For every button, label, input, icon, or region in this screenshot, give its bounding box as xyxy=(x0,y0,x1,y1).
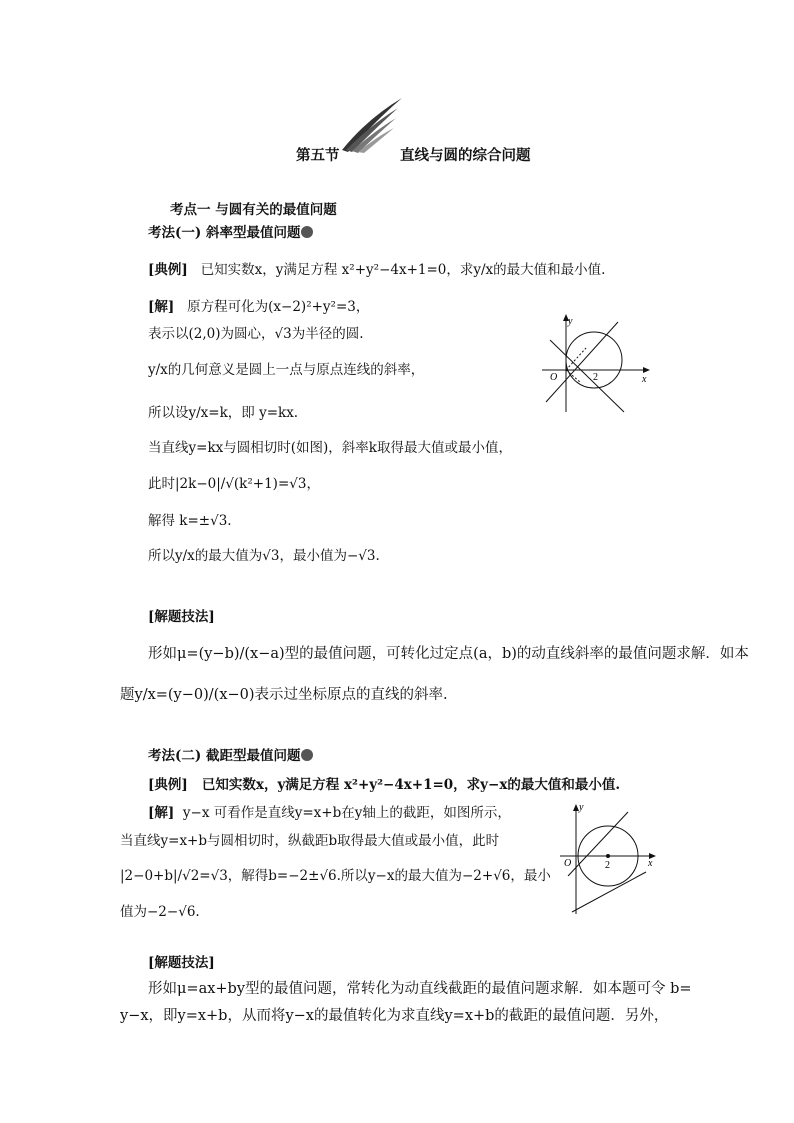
method1-technique-label: [解题技法] xyxy=(148,609,215,625)
method1-technique-line-2: 题y/x=(y−0)/(x−0)表示过坐标原点的直线的斜率. xyxy=(120,687,448,703)
bullet-dot-icon xyxy=(301,749,313,761)
method1-title: 考法(一) 斜率型最值问题 xyxy=(148,221,313,241)
section-title: 直线与圆的综合问题 xyxy=(400,147,531,164)
method1-technique-line-1: 形如μ=(y−b)/(x−a)型的最值问题，可转化过定点(a，b)的动直线斜率的最值问题求解．如本 xyxy=(148,646,749,662)
fig2-origin: O xyxy=(564,858,572,869)
fig1-center-label: 2 xyxy=(593,372,598,383)
method2-solution-line-3: |2−0+b|/√2=√3，解得b=−2±√6.所以y−x的最大值为−2+√6，最小 xyxy=(120,868,551,884)
topic-title: 考点一 与圆有关的最值问题 xyxy=(170,202,337,218)
method1-solution-line-8: 所以y/x的最大值为√3，最小值为−√3. xyxy=(148,548,380,564)
method2-solution-line-4: 值为−2−√6. xyxy=(120,904,200,920)
figure-1-tangent-slope-diagram xyxy=(538,312,654,414)
fig2-axis-x: x xyxy=(648,858,653,869)
method1-solution-line-7: 解得 k=±√3. xyxy=(148,513,232,529)
method1-solution-line-5: 当直线y=kx与圆相切时(如图)，斜率k取得最大值或最小值， xyxy=(148,440,512,456)
bullet-dot-icon xyxy=(301,226,313,238)
method1-example: [典例] 已知实数x，y满足方程 x²+y²−4x+1=0，求y/x的最大值和最小值. xyxy=(148,262,606,278)
fig1-axis-y: y xyxy=(568,316,573,327)
figure-2-tangent-intercept-diagram xyxy=(558,800,658,916)
method2-technique-line-1: 形如μ=ax+by型的最值问题，常转化为动直线截距的最值问题求解．如本题可令 b= xyxy=(148,981,692,997)
method2-example: [典例] 已知实数x，y满足方程 x²+y²−4x+1=0，求y−x的最大值和最小值. xyxy=(148,777,621,793)
method2-technique-line-2: y−x，即y=x+b，从而将y−x的最值转化为求直线y=x+b的截距的最值问题．另外， xyxy=(120,1008,669,1024)
method2-solution-line-2: 当直线y=x+b与圆相切时，纵截距b取得最大值或最小值，此时 xyxy=(120,833,500,849)
fig1-axis-x: x xyxy=(642,374,647,385)
method2-technique-label: [解题技法] xyxy=(148,955,215,971)
method1-solution-line-6: 此时|2k−0|/√(k²+1)=√3， xyxy=(148,476,320,492)
fig2-center-label: 2 xyxy=(605,860,610,871)
section-number: 第五节 xyxy=(296,147,340,164)
method1-solution-line-4: 所以设y/x=k，即 y=kx. xyxy=(148,405,299,421)
method2-title: 考法(二) 截距型最值问题 xyxy=(148,744,313,764)
method1-solution-line-1: [解] 原方程可化为(x−2)²+y²=3， xyxy=(148,299,370,315)
swoosh-logo xyxy=(338,96,404,154)
fig2-axis-y: y xyxy=(579,802,584,813)
fig1-origin: O xyxy=(550,372,558,383)
method1-solution-line-2: 表示以(2,0)为圆心，√3为半径的圆. xyxy=(148,326,364,342)
method1-solution-line-3: y/x的几何意义是圆上一点与原点连线的斜率， xyxy=(148,362,425,378)
method2-solution-line-1: [解] y−x 可看作是直线y=x+b在y轴上的截距，如图所示， xyxy=(148,805,511,821)
